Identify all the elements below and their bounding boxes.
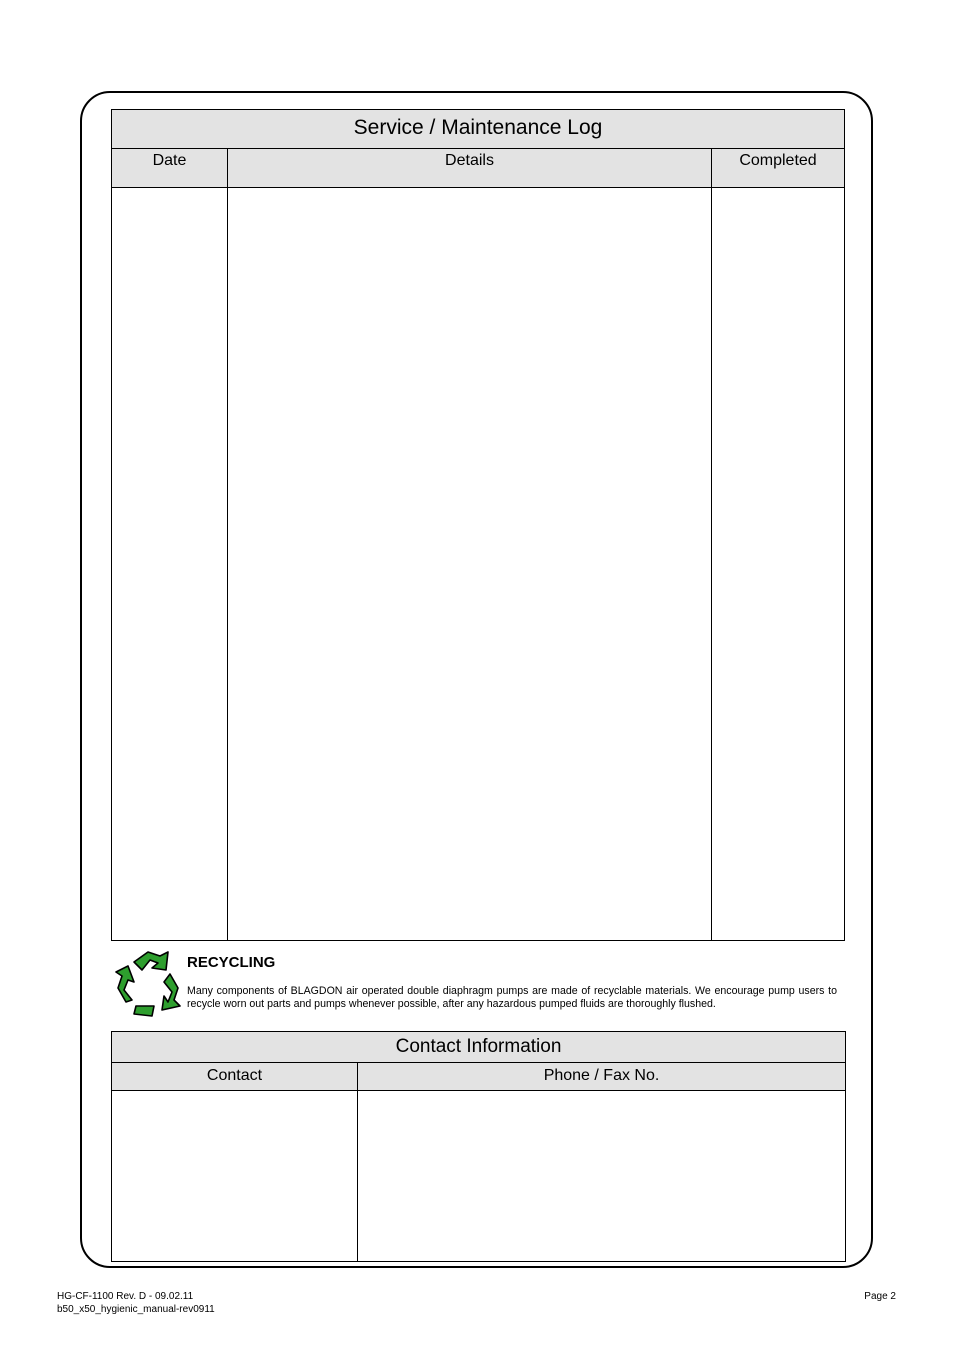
contact-information-table [111,1031,846,1262]
phone-fax-column-cell[interactable] [358,1091,845,1261]
footer-doc-ref: HG-CF-1100 Rev. D - 09.02.11 [57,1291,194,1302]
column-header-contact: Contact [112,1063,357,1091]
footer-page-number: Page 2 [864,1291,896,1302]
column-divider [711,188,712,940]
column-header-date: Date [112,149,227,188]
column-divider [227,188,228,940]
recycle-icon [112,948,184,1020]
footer-file-name: b50_x50_hygienic_manual-rev0911 [57,1304,215,1315]
service-log-title: Service / Maintenance Log [112,110,844,149]
details-column-cell[interactable] [228,188,711,940]
column-header-completed: Completed [711,149,844,188]
recycling-heading: RECYCLING [187,954,276,971]
contact-information-title: Contact Information [112,1032,845,1063]
column-divider [357,1091,358,1261]
column-header-phone-fax: Phone / Fax No. [357,1063,845,1091]
footer-left [57,1290,215,1316]
recycling-text: Many components of BLAGDON air operated double diaphragm pumps are made of recyclable materials. We encourage pump users to recycle worn out parts and pumps whenever possible, after any hazardous pumped fluids are thoroughly flushed. [187,985,837,1010]
completed-column-cell[interactable] [712,188,844,940]
column-header-details: Details [227,149,711,188]
contact-column-cell[interactable] [112,1091,357,1261]
date-column-cell[interactable] [112,188,227,940]
service-log-table [111,109,845,941]
